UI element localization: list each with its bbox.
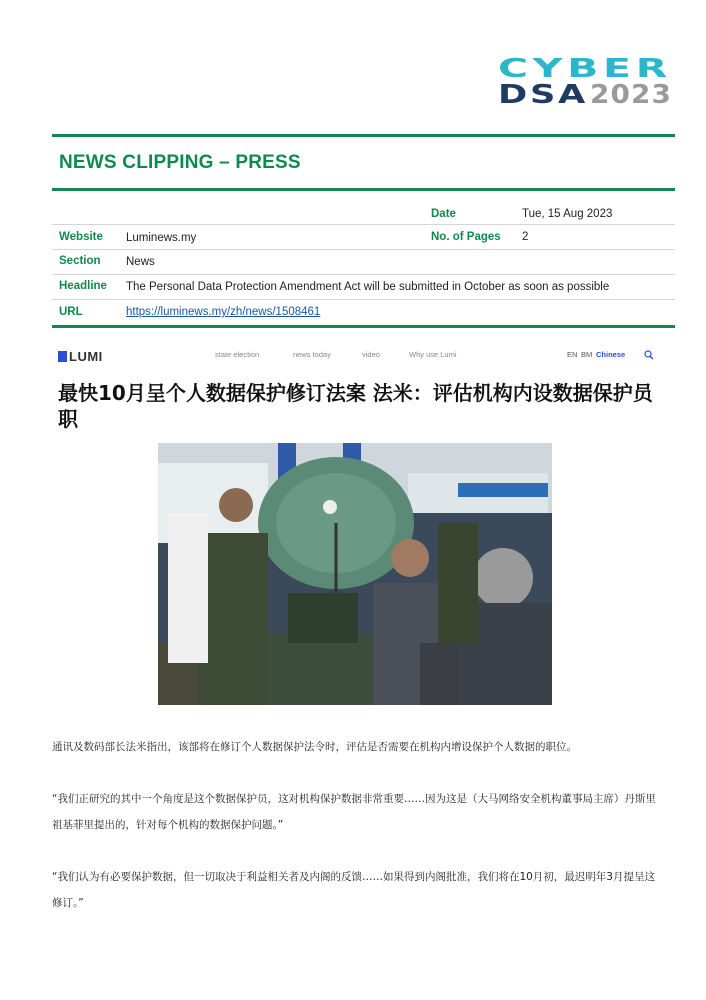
meta-row-headline [52,275,675,300]
article-photo [158,443,552,705]
nav-news-today[interactable]: news today [293,350,331,359]
section-label: Section [59,255,101,267]
meta-bottom-rule [52,325,675,328]
lang-bm[interactable]: BM [581,350,593,359]
svg-text:2023: 2023 [590,80,672,106]
lang-en[interactable]: EN [567,350,578,359]
lang-chinese[interactable]: Chinese [596,350,626,359]
headline-label: Headline [59,280,107,292]
website-value: Luminews.my [126,232,197,244]
meta-row-url [52,300,675,325]
pages-value: 2 [522,231,529,243]
lumi-logo: LUMI [58,349,103,364]
article-paragraph-1: 通讯及数码部长法米指出，该部将在修订个人数据保护法令时，评估是否需要在机构内增设保护个人数据的职位。 [52,741,577,753]
meta-row-date [52,200,675,225]
pages-label: No. of Pages [431,231,501,243]
website-label: Website [59,231,103,243]
nav-why-use-lumi[interactable]: Why use Lumi [409,350,457,359]
url-label: URL [59,306,83,318]
clipping-title: NEWS CLIPPING – PRESS [59,152,301,173]
article-headline: 最快10月呈个人数据保护修订法案 法米：评估机构内设数据保护员职 [58,381,653,431]
search-icon[interactable] [644,350,654,360]
meta-row-section [52,250,675,275]
section-value: News [126,256,155,268]
headline-value: The Personal Data Protection Amendment Act will be submitted in October as soon as possible [126,281,610,293]
article-paragraph-2: “我们正研究的其中一个角度是这个数据保护员，这对机构保护数据非常重要……因为这是（大马网络安全机构董事局主席）丹斯里祖基菲里提出的，针对每个机构的数据保护问题。” [52,793,656,831]
top-rule [52,134,675,137]
date-label: Date [431,208,456,220]
meta-row-website [52,225,675,250]
nav-video[interactable]: video [362,350,380,359]
svg-text:DSA: DSA [498,80,588,106]
nav-state-election[interactable]: state election [215,350,260,359]
svg-text:CYBER: CYBER [498,54,672,84]
cyber-dsa-2023-logo [496,54,676,106]
article-url-link[interactable]: https://luminews.my/zh/news/1508461 [126,306,321,318]
date-value: Tue, 15 Aug 2023 [522,208,613,220]
title-rule [52,188,675,191]
lumi-logo-mark [58,351,67,362]
article-paragraph-3: “我们认为有必要保护数据，但一切取决于利益相关者及内阁的反馈……如果得到内阁批准，我们将在10月初，最迟明年3月提呈这修订。” [52,871,655,909]
